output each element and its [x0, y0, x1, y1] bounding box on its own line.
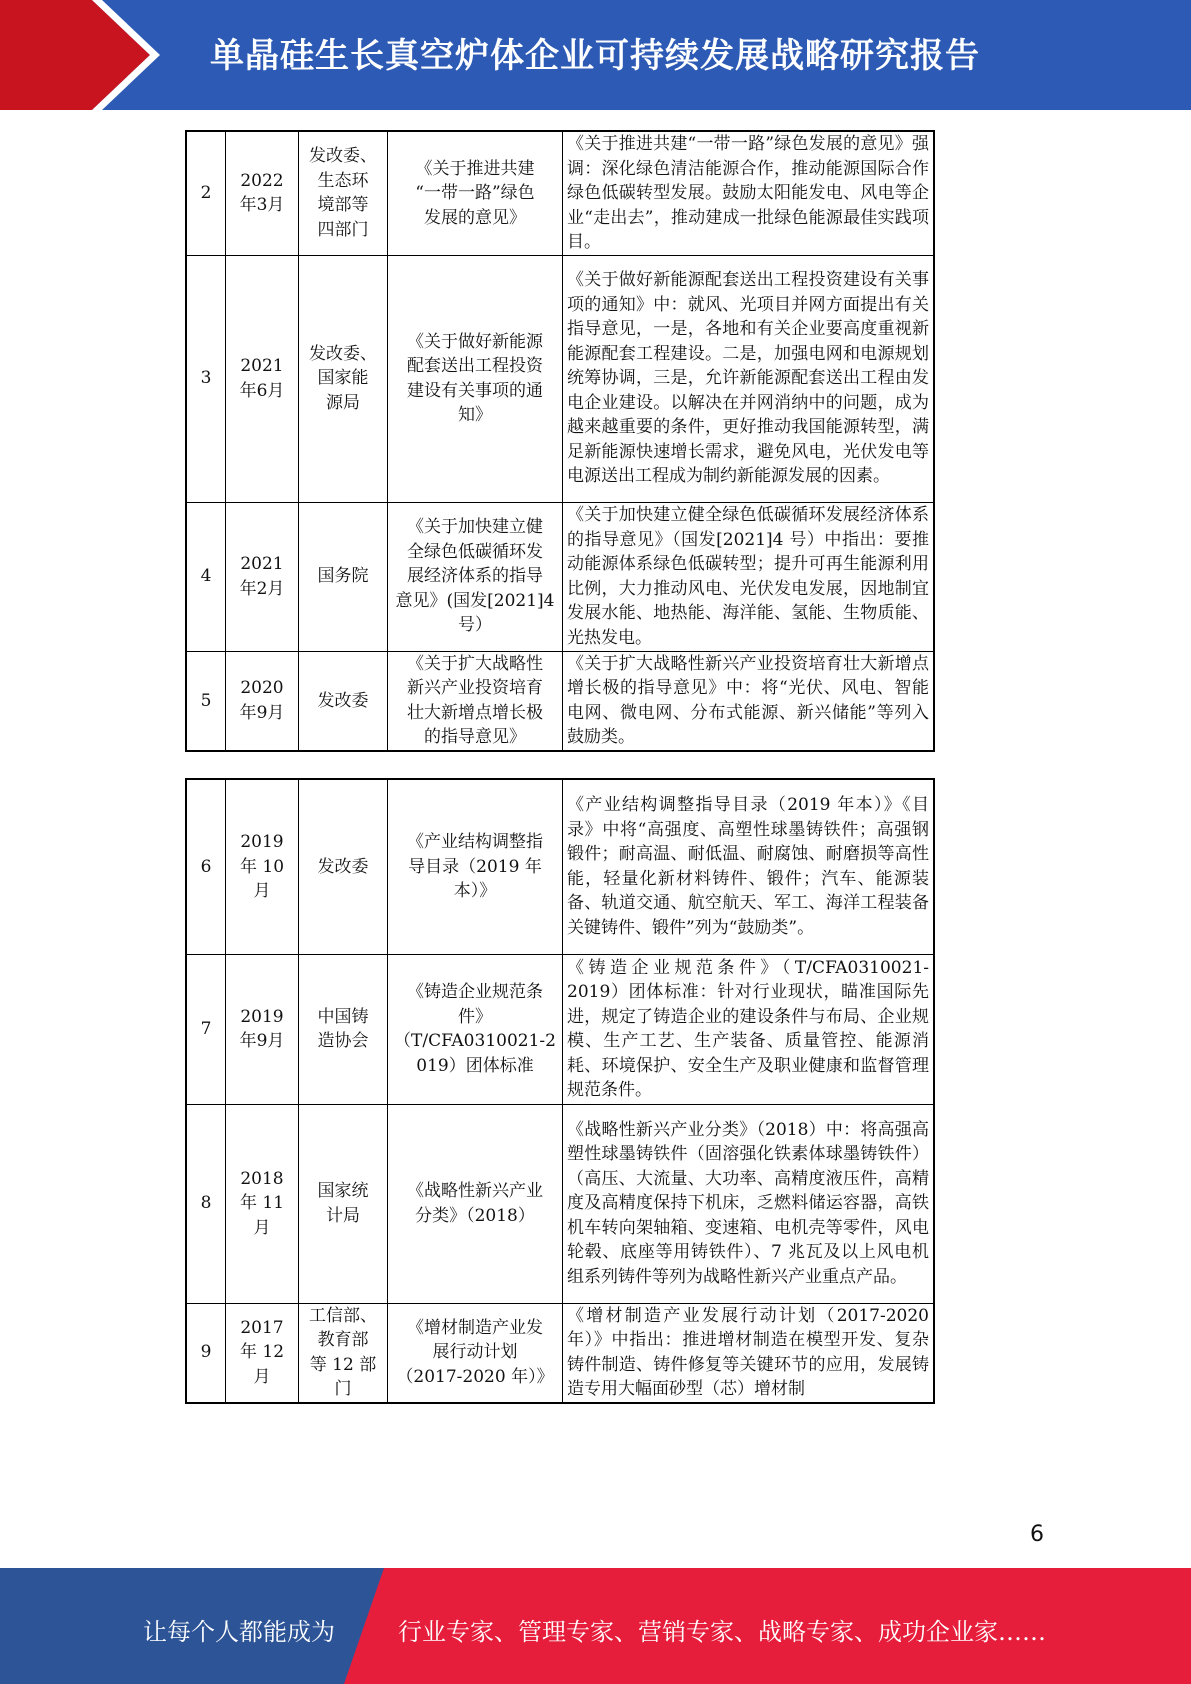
table-row — [186, 131, 934, 255]
policy-document: 《铸造企业规范条 件》 （T/CFA0310021-2 019）团体标准 — [388, 954, 563, 1104]
row-number: 2 — [186, 131, 226, 255]
policy-content: 《关于推进共建“一带一路”绿色发展的意见》强调：深化绿色清洁能源合作，推动能源国际合作绿色低碳转型发展。鼓励太阳能发电、风电等企业“走出去”，推动建成一批绿色能源最佳实践项目。 — [563, 131, 935, 255]
table-row — [186, 779, 934, 954]
row-number: 4 — [186, 502, 226, 651]
policy-document: 《关于加快建立健 全绿色低碳循环发 展经济体系的指导 意见》(国发[2021]4 号） — [388, 502, 563, 651]
issue-date: 2018 年 11 月 — [226, 1104, 299, 1303]
header-red-chevron — [0, 0, 150, 110]
policy-document: 《关于做好新能源 配套送出工程投资 建设有关事项的通 知》 — [388, 255, 563, 502]
issue-date: 2019 年9月 — [226, 954, 299, 1104]
issue-date: 2021 年2月 — [226, 502, 299, 651]
row-number: 9 — [186, 1303, 226, 1403]
policy-content: 《关于加快建立健全绿色低碳循环发展经济体系的指导意见》（国发[2021]4 号）中指出：要推动能源体系绿色低碳转型；提升可再生能源利用比例，大力推动风电、光伏发电发展，因地制宜发展水能、地热能、海洋能、氢能、生物质能、光热发电。 — [563, 502, 935, 651]
table-row — [186, 1104, 934, 1303]
issuing-department: 发改委、 生态环 境部等 四部门 — [299, 131, 388, 255]
issue-date: 2022 年3月 — [226, 131, 299, 255]
policy-content: 《增材制造产业发展行动计划（2017-2020 年）》中指出：推进增材制造在模型开发、复杂铸件制造、铸件修复等关键环节的应用，发展铸造专用大幅面砂型（芯）增材制 — [563, 1303, 935, 1403]
policy-content: 《关于扩大战略性新兴产业投资培育壮大新增点增长极的指导意见》中：将“光伏、风电、智能电网、微电网、分布式能源、新兴储能”等列入鼓励类。 — [563, 651, 935, 751]
footer-slogan-left: 让每个人都能成为 — [143, 1618, 335, 1646]
policy-document: 《关于推进共建 “一带一路”绿色 发展的意见》 — [388, 131, 563, 255]
policy-document: 《战略性新兴产业 分类》（2018） — [388, 1104, 563, 1303]
table-row — [186, 502, 934, 651]
policy-content: 《产业结构调整指导目录（2019 年本）》《目录》中将“高强度、高塑性球墨铸铁件；高强钢锻件；耐高温、耐低温、耐腐蚀、耐磨损等高性能，轻量化新材料铸件、锻件；汽车、能源装备、轨道交通、航空航天、军工、海洋工程装备关键铸件、锻件”列为“鼓励类”。 — [563, 779, 935, 954]
row-number: 5 — [186, 651, 226, 751]
issuing-department: 中国铸 造协会 — [299, 954, 388, 1104]
table-row — [186, 1303, 934, 1403]
table-row — [186, 255, 934, 502]
table-row — [186, 954, 934, 1104]
issue-date: 2019 年 10 月 — [226, 779, 299, 954]
issuing-department: 国务院 — [299, 502, 388, 651]
page-number: 6 — [1030, 1522, 1044, 1547]
policy-content: 《关于做好新能源配套送出工程投资建设有关事项的通知》中：就风、光项目并网方面提出有关指导意见，一是，各地和有关企业要高度重视新能源配套工程建设。二是，加强电网和电源规划统筹协调，三是，允许新能源配套送出工程由发电企业建设。以解决在并网消纳中的问题，成为越来越重要的条件，更好推动我国能源转型，满足新能源快速增长需求，避免风电，光伏发电等电源送出工程成为制约新能源发展的因素。 — [563, 255, 935, 502]
policy-table-part-2 — [185, 778, 935, 1404]
issuing-department: 工信部、 教育部 等 12 部 门 — [299, 1303, 388, 1403]
issue-date: 2020 年9月 — [226, 651, 299, 751]
report-title: 单晶硅生长真空炉体企业可持续发展战略研究报告 — [210, 36, 980, 76]
row-number: 6 — [186, 779, 226, 954]
issuing-department: 发改委 — [299, 651, 388, 751]
policy-document: 《产业结构调整指 导目录（2019 年 本）》 — [388, 779, 563, 954]
row-number: 3 — [186, 255, 226, 502]
issuing-department: 国家统 计局 — [299, 1104, 388, 1303]
row-number: 7 — [186, 954, 226, 1104]
issuing-department: 发改委 — [299, 779, 388, 954]
policy-content: 《铸造企业规范条件》（T/CFA0310021-2019）团体标准：针对行业现状，瞄准国际先进，规定了铸造企业的建设条件与布局、企业规模、生产工艺、生产装备、质量管控、能源消耗、环境保护、安全生产及职业健康和监督管理规范条件。 — [563, 954, 935, 1104]
row-number: 8 — [186, 1104, 226, 1303]
footer-slogan-right: 行业专家、管理专家、营销专家、战略专家、成功企业家…… — [398, 1618, 1046, 1646]
policy-content: 《战略性新兴产业分类》（2018）中：将高强高塑性球墨铸铁件（固溶强化铁素体球墨铸铁件）（高压、大流量、大功率、高精度液压件，高精度及高精度保持下机床，乏燃料储运容器，高铁机车转向架轴箱、变速箱、电机壳等零件，风电轮毂、底座等用铸铁件）、7 兆瓦及以上风电机组系列铸件等列为战略性新兴产业重点产品。 — [563, 1104, 935, 1303]
policy-table-part-1 — [185, 130, 935, 752]
page-header — [0, 0, 1191, 110]
policy-document: 《关于扩大战略性 新兴产业投资培育 壮大新增点增长极 的指导意见》 — [388, 651, 563, 751]
policy-document: 《增材制造产业发 展行动计划 （2017-2020 年）》 — [388, 1303, 563, 1403]
issuing-department: 发改委、 国家能 源局 — [299, 255, 388, 502]
issue-date: 2021 年6月 — [226, 255, 299, 502]
page-footer — [0, 1568, 1191, 1684]
table-row — [186, 651, 934, 751]
issue-date: 2017 年 12 月 — [226, 1303, 299, 1403]
